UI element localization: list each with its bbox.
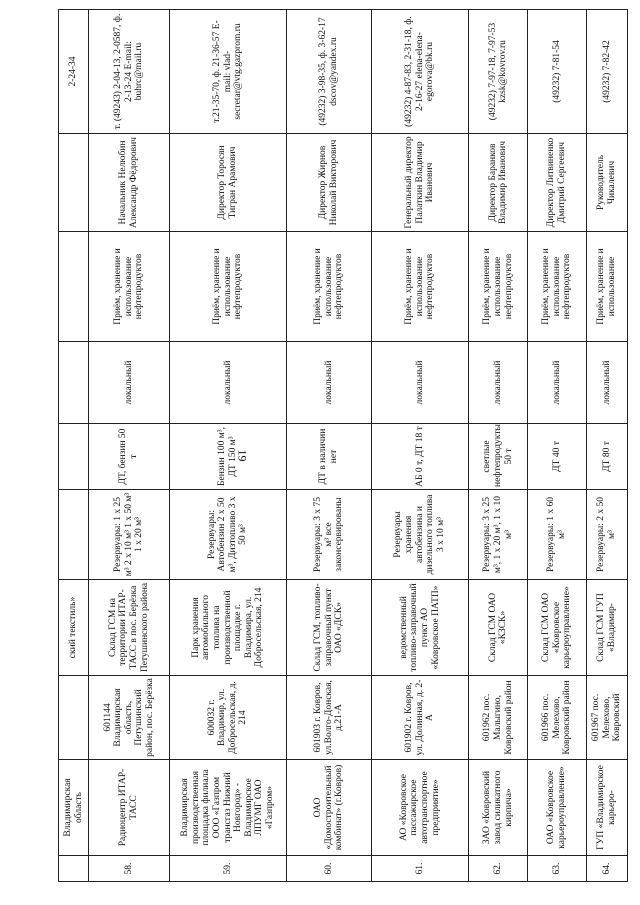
- row-number: 62.: [469, 856, 528, 882]
- organizations-table: [58, 9, 628, 882]
- level: локальный: [287, 342, 372, 424]
- object-name: Склад ГСМ ОАО «Ковровское карьероуправление»: [528, 580, 587, 676]
- product-amount: АБ 0 т, ДТ 18 т: [371, 424, 469, 490]
- row-number: 60.: [287, 856, 372, 882]
- table-row: [586, 10, 627, 882]
- header-cell: [59, 856, 89, 882]
- product-amount: ДТ, бензин 50 т: [89, 424, 169, 490]
- org-address: 601902 г. Ковров, ул. Долинная, д. 2-А: [371, 676, 469, 760]
- org-name: ГУП «Владимирское карьеро-: [586, 760, 627, 856]
- header-cell: [59, 676, 89, 760]
- table-container: [58, 10, 628, 882]
- object-name: Парк хранения автомобильного топлива на производственной площадке г. Владимира, ул. Добросельская, 214: [169, 580, 286, 676]
- row-number: 58.: [89, 856, 169, 882]
- object-name: Склад ГСМ ОАО «КЗСК»: [469, 580, 528, 676]
- contacts: т.21-35-70, ф. 21-36-57 E-mail: vlad-secretar@vtg.gazprom.ru: [169, 10, 286, 134]
- header-cell: Владимирская область: [59, 760, 89, 856]
- header-cell: [59, 490, 89, 580]
- object-name: ведомственный топливо-заправочный пункт АО «Ковровское ПАТП»: [371, 580, 469, 676]
- contacts: т. (49243) 2-04-13, 2-0587, ф. 2-13-24 E-mail: buhrc@mail.ru: [89, 10, 169, 134]
- object-name: Склад ГСМ на территории ИТАР-ТАСС в пос. Берёзка Петушинского района: [89, 580, 169, 676]
- rotated-table: [58, 10, 628, 882]
- table-row: [528, 10, 587, 882]
- header-cell: [59, 232, 89, 342]
- org-address: 601903 г. Ковров, ул.Волго-Донская, д.21-А: [287, 676, 372, 760]
- purpose: Приём, хранение и использование нефтепродуктов: [528, 232, 587, 342]
- org-address: 601144 Владимирская область, Петушинский район, пос. Берёзка: [89, 676, 169, 760]
- page-number: 19: [235, 449, 250, 462]
- tanks-info: Резервуары: 3 х 25 м³, 1 х 20 м³, 1 х 10 м³: [469, 490, 528, 580]
- level: локальный: [528, 342, 587, 424]
- head-person: Генеральный директор Палаткин Владимир Иванович: [371, 134, 469, 232]
- row-number: 59.: [169, 856, 286, 882]
- head-person: Руководитель Чикалевич: [586, 134, 627, 232]
- product-amount: Бензин 100 м³, ДТ 150 м³: [169, 424, 286, 490]
- org-name: ОАО «Домостроительный комбинат» (г.Ковров): [287, 760, 372, 856]
- table-row: [469, 10, 528, 882]
- table-row: [287, 10, 372, 882]
- purpose: Приём, хранение и использование нефтепродуктов: [89, 232, 169, 342]
- table-row: [169, 10, 286, 882]
- contacts: (49232) 7-97-18, 7-97-53 kzsk@kovrov.ru: [469, 10, 528, 134]
- org-address: 601966 пос. Мелехово, Ковровский район: [528, 676, 587, 760]
- object-name: Склад ГСМ, топливо-заправочный пункт ОАО «ДСК»: [287, 580, 372, 676]
- level: локальный: [89, 342, 169, 424]
- header-row: [59, 10, 89, 882]
- tanks-info: Резервуары: 2 х 50 м³: [586, 490, 627, 580]
- product-amount: ДТ в наличии нет: [287, 424, 372, 490]
- product-amount: ДТ 80 т: [586, 424, 627, 490]
- table-row: [371, 10, 469, 882]
- tanks-info: Резервуары: 3 х 75 м³ все законсервированы: [287, 490, 372, 580]
- object-name: Склад ГСМ ГУП «Владимир-: [586, 580, 627, 676]
- level: локальный: [586, 342, 627, 424]
- row-number: 61.: [371, 856, 469, 882]
- level: локальный: [469, 342, 528, 424]
- purpose: Приём, хранение и использование нефтепродуктов: [469, 232, 528, 342]
- head-person: Директор Жирнов Николай Викторович: [287, 134, 372, 232]
- head-person: Начальник Нелюбин Александр Фёдорович: [89, 134, 169, 232]
- tanks-info: Резервуары: 1 х 25 м³ 2 х 10 м³ 1 х 50 м³ 1 х 20 м³: [89, 490, 169, 580]
- head-person: Директор Литвиненко Дмитрий Сергеевич: [528, 134, 587, 232]
- contacts: (49232) 4-87-83, 2-31-18, ф. 2-16-27 elena-elena-egorova@bk.ru: [371, 10, 469, 134]
- contacts: (49232) 3-98-35, ф. 3-62-17 dscov@yandex.ru: [287, 10, 372, 134]
- table-row: [89, 10, 169, 882]
- org-name: ОАО «Ковровское карьероуправление»: [528, 760, 587, 856]
- tanks-info: Резервуары хранения автобензина и дизельного топлива 3 х 10 м³: [371, 490, 469, 580]
- contacts: (49232) 7-81-54: [528, 10, 587, 134]
- org-address: 600032 г. Владимир, ул. Добросельская, д. 214: [169, 676, 286, 760]
- org-name: Радиоцентр ИТАР-ТАСС: [89, 760, 169, 856]
- org-name: Владимирская производственная площадка филиала ООО «Газпром трансгаз Нижний Новгород» - Владимирское ЛПУМГ ОАО «Газпром»: [169, 760, 286, 856]
- purpose: Приём, хранение и использование нефтепродуктов: [371, 232, 469, 342]
- contacts: (49232) 7-82-42: [586, 10, 627, 134]
- header-cell: 2-24-34: [59, 10, 89, 134]
- row-number: 63.: [528, 856, 587, 882]
- level: локальный: [371, 342, 469, 424]
- level: локальный: [169, 342, 286, 424]
- org-name: АО «Ковровское пассажирское автотранспортное предприятие»: [371, 760, 469, 856]
- product-amount: светлые нефтепродукты 50 т: [469, 424, 528, 490]
- tanks-info: Резервуары: Автобензин 2 х 50 м³, Дизтопливо 3 х 50 м³: [169, 490, 286, 580]
- row-number: 64.: [586, 856, 627, 882]
- header-cell: [59, 134, 89, 232]
- purpose: Приём, хранение и использование нефтепродуктов: [169, 232, 286, 342]
- head-person: Директор Торосян Тигран Арамович: [169, 134, 286, 232]
- header-cell: [59, 342, 89, 424]
- purpose: Приём, хранение и использование нефтепродуктов: [287, 232, 372, 342]
- purpose: Приём, хранение и использование: [586, 232, 627, 342]
- product-amount: ДТ 40 т: [528, 424, 587, 490]
- org-name: ЗАО «Ковровский завод силикатного кирпича»: [469, 760, 528, 856]
- header-cell: ский текстиль»: [59, 580, 89, 676]
- header-cell: [59, 424, 89, 490]
- head-person: Директор Баранков Владимир Иванович: [469, 134, 528, 232]
- org-address: 601962 пос. Малыгино, Ковровский район: [469, 676, 528, 760]
- org-address: 601967 пос. Мелехово, Ковровский: [586, 676, 627, 760]
- tanks-info: Резервуары: 1 х 60 м³: [528, 490, 587, 580]
